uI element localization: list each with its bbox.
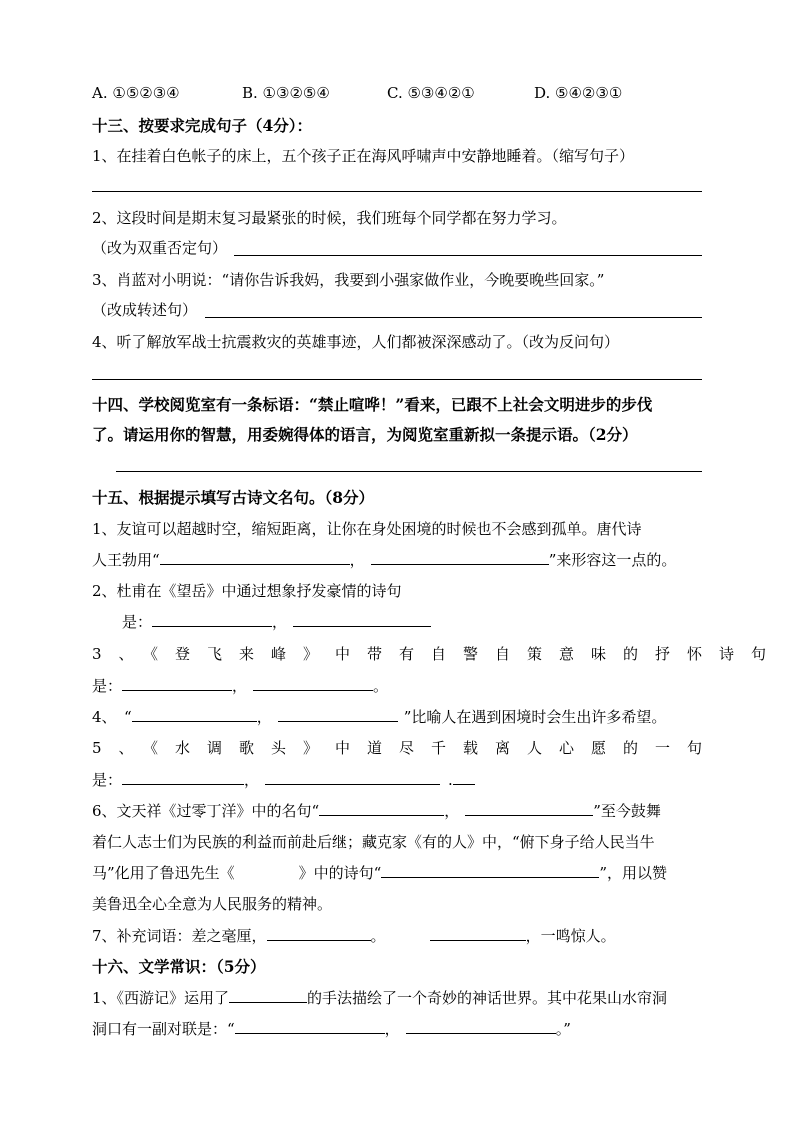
s15-q2-line-1: 2、杜甫在《望岳》中通过想象抒发豪情的诗句 (92, 582, 402, 600)
s15-q2-comma: ， (272, 613, 288, 631)
s15-q6-line-1 (92, 801, 661, 821)
s15-q3-line-1: 3、《登飞来峰》中带有自警自策意味的抒怀诗句 (92, 645, 784, 663)
s15-q2-is: 是： (122, 613, 153, 631)
s16-q1-text: 的手法描绘了一个奇妙的神话世界。其中花果山水帘洞 (307, 989, 668, 1007)
option-c: C. ⑤③④②① (387, 84, 475, 102)
s15-q1-line-2 (92, 550, 676, 570)
s13-question-4: 4、听了解放军战士抗震救灾的英雄事迹，人们都被深深感动了。（改为反问句） (92, 333, 620, 351)
s15-q1-prefix: 人王勃用“ (92, 551, 160, 569)
blank-s15-q5-a[interactable] (122, 770, 244, 785)
s15-q7-prefix: 7、补充词语：差之毫厘， (92, 927, 267, 945)
answer-line-s13-q3 (205, 317, 702, 318)
s15-q6-comma: ， (444, 802, 460, 820)
s15-q3-is: 是： (92, 677, 123, 695)
s13-q2-hint: （改为双重否定句） (92, 239, 228, 257)
blank-s15-q5-c[interactable] (453, 770, 475, 785)
blank-s15-q2-b[interactable] (293, 612, 431, 627)
answer-line-s13-q1 (92, 191, 702, 192)
s15-q4-prefix: 4、 “ (92, 708, 132, 726)
s15-q6-suffix: ”至今鼓舞 (593, 802, 661, 820)
s15-q5-dot: . (448, 771, 453, 789)
blank-s15-q7-a[interactable] (267, 926, 371, 941)
s15-q7-period: 。 (370, 927, 386, 945)
s15-q4-line (92, 707, 666, 727)
answer-line-s13-q4 (92, 379, 702, 380)
s15-q1-line-1: 1、友谊可以超越时空，缩短距离，让你在身处困境的时候也不会感到孤单。唐代诗 (92, 520, 642, 538)
s16-q1-comma: ， (384, 1020, 400, 1038)
s15-q5-line-1: 5、《水调歌头》中道尽千载离人心愿的一句 (92, 739, 720, 757)
s15-q2-line-2 (122, 612, 431, 632)
blank-s16-q1-b[interactable] (235, 1019, 385, 1034)
blank-s15-q6-b[interactable] (465, 801, 593, 816)
blank-s15-q6-a[interactable] (319, 801, 444, 816)
blank-s15-q4-a[interactable] (132, 707, 257, 722)
s15-q4-comma: ， (256, 708, 272, 726)
option-d: D. ⑤④②③① (534, 84, 623, 102)
s15-q3-line-2 (92, 676, 388, 696)
s15-q5-line-2 (92, 770, 475, 790)
s15-q3-period: 。 (373, 677, 389, 695)
s15-q7-line (92, 926, 616, 946)
answer-line-s14 (116, 471, 702, 472)
s15-q1-suffix: ”来形容这一点的。 (548, 551, 677, 569)
s15-q7-suffix: ，一鸣惊人。 (525, 927, 616, 945)
blank-s15-q6-book[interactable] (235, 863, 299, 878)
s15-q6-line-3 (92, 863, 667, 883)
s16-q1-text-c: 洞口有一副对联是：“ (92, 1020, 235, 1038)
s13-q3-hint: （改成转述句） (92, 301, 198, 319)
s15-q6-text-c: 马”化用了鲁迅先生《 (92, 864, 235, 882)
blank-s15-q6-c[interactable] (381, 863, 599, 878)
s15-q5-is: 是： (92, 771, 123, 789)
s13-question-2: 2、这段时间是期末复习最紧张的时候，我们班每个同学都在努力学习。 (92, 209, 567, 227)
s15-q6-text-e: ”，用以赞 (599, 864, 668, 882)
s15-q6-line-4: 美鲁迅全心全意为人民服务的精神。 (92, 895, 333, 913)
s15-q6-line-2: 着仁人志士们为民族的利益而前赴后继；藏克家《有的人》中，“俯下身子给人民当牛 (92, 833, 655, 851)
answer-line-s13-q2 (234, 255, 702, 256)
s15-q6-prefix: 6、文天祥《过零丁洋》中的名句“ (92, 802, 320, 820)
blank-s15-q3-a[interactable] (122, 676, 232, 691)
blank-s15-q5-b[interactable] (265, 770, 440, 785)
section-13-title: 十三、按要求完成句子（4分）： (92, 116, 313, 135)
blank-s15-q1-b[interactable] (371, 550, 549, 565)
blank-s16-q1-a[interactable] (229, 988, 307, 1003)
s16-q1-suffix: 。” (555, 1020, 571, 1038)
blank-s15-q7-b[interactable] (430, 926, 526, 941)
blank-s16-q1-c[interactable] (406, 1019, 556, 1034)
s15-q5-comma: ， (244, 771, 260, 789)
s15-q1-comma: ， (349, 551, 365, 569)
section-15-title: 十五、根据提示填写古诗文名句。（8分） (92, 488, 375, 507)
s13-question-3: 3、肖蓝对小明说：“请你告诉我妈，我要到小强家做作业，今晚要晚些回家。” (92, 271, 605, 289)
blank-s15-q4-b[interactable] (278, 707, 398, 722)
s13-question-1: 1、在挂着白色帐子的床上，五个孩子正在海风呼啸声中安静地睡着。（缩写句子） (92, 147, 635, 165)
option-a: A. ①⑤②③④ (92, 84, 180, 102)
s16-q1-line-2 (92, 1019, 571, 1039)
blank-s15-q3-b[interactable] (253, 676, 373, 691)
option-b: B. ①③②⑤④ (242, 84, 330, 102)
s16-q1-prefix: 1、《西游记》运用了 (92, 989, 230, 1007)
s15-q3-comma: ， (232, 677, 248, 695)
s15-q4-suffix: ”比喻人在遇到困境时会生出许多希望。 (403, 708, 667, 726)
blank-s15-q1-a[interactable] (160, 550, 350, 565)
s16-q1-line-1 (92, 988, 667, 1008)
section-14-line-2: 了。请运用你的智慧，用委婉得体的语言，为阅览室重新拟一条提示语。（2分） (92, 425, 638, 444)
section-16-title: 十六、文学常识：（5分） (92, 957, 266, 976)
s15-q6-text-d: 》中的诗句“ (298, 864, 382, 882)
blank-s15-q2-a[interactable] (152, 612, 272, 627)
section-14-line-1: 十四、学校阅览室有一条标语：“禁止喧哗！”看来，已跟不上社会文明进步的步伐 (92, 395, 653, 414)
